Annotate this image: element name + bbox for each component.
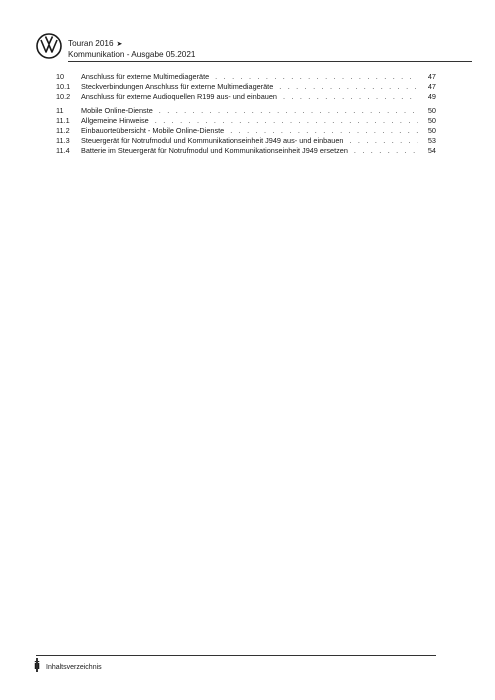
- dot-leader: [279, 82, 418, 92]
- table-of-contents: [56, 72, 436, 156]
- toc-number: 11: [56, 106, 64, 115]
- toc-title: Steuergerät für Notrufmodul und Kommunikationseinheit J949 aus- und einbauen: [81, 136, 344, 145]
- toc-entry-10[interactable]: [56, 72, 436, 82]
- toc-number: 10.2: [56, 92, 71, 101]
- edition-subtitle: Kommunikation - Ausgabe 05.2021: [68, 50, 196, 59]
- page-header: [36, 33, 440, 69]
- toc-title: Allgemeine Hinweise: [81, 116, 149, 125]
- toc-number: 10: [56, 72, 65, 81]
- toc-entry-10-2[interactable]: [56, 92, 436, 102]
- dot-leader: [155, 116, 418, 126]
- toc-entry-11[interactable]: [56, 106, 436, 116]
- arrow-right-icon: ➤: [116, 41, 123, 48]
- toc-entry-11-2[interactable]: [56, 126, 436, 136]
- model-title: Touran 2016: [68, 39, 114, 48]
- dot-leader: [349, 136, 418, 146]
- header-text: [68, 39, 195, 60]
- toc-number: 11.1: [56, 116, 70, 125]
- toc-entry-10-1[interactable]: [56, 82, 436, 92]
- toc-title: Anschluss für externe Audioquellen R199 aus- und einbauen: [81, 92, 277, 101]
- vw-logo-icon: [36, 33, 62, 59]
- header-divider: [68, 61, 472, 62]
- toc-page: 50: [427, 126, 436, 135]
- dot-leader: [283, 92, 418, 102]
- toc-page: 50: [427, 106, 436, 115]
- toc-number: 11.4: [56, 146, 70, 155]
- toc-page: 54: [427, 146, 436, 155]
- footer-section-label: Inhaltsverzeichnis: [46, 664, 102, 671]
- toc-entry-11-1[interactable]: [56, 116, 436, 126]
- dot-leader: [159, 106, 418, 116]
- footer-page-number: ii: [34, 660, 41, 672]
- toc-title: Einbauorteübersicht - Mobile Online-Dienste: [81, 126, 225, 135]
- footer-divider: [36, 655, 436, 656]
- dot-leader: [230, 126, 418, 136]
- toc-title: Mobile Online-Dienste: [81, 106, 153, 115]
- toc-title: Anschluss für externe Multimediageräte: [81, 72, 210, 81]
- toc-page: 53: [427, 136, 436, 145]
- dot-leader: [354, 146, 418, 156]
- toc-number: 11.2: [56, 126, 70, 135]
- toc-number: 10.1: [56, 82, 71, 91]
- toc-page: 47: [427, 82, 436, 91]
- toc-entry-11-4[interactable]: [56, 146, 436, 156]
- toc-page: 50: [427, 116, 436, 125]
- toc-title: Steckverbindungen Anschluss für externe Multimediageräte: [81, 82, 274, 91]
- toc-entry-11-3[interactable]: [56, 136, 436, 146]
- dot-leader: [215, 72, 418, 82]
- toc-number: 11.3: [56, 136, 70, 145]
- toc-page: 47: [427, 72, 436, 81]
- toc-page: 49: [427, 92, 436, 101]
- toc-title: Batterie im Steuergerät für Notrufmodul und Kommunikationseinheit J949 ersetzen: [81, 146, 348, 155]
